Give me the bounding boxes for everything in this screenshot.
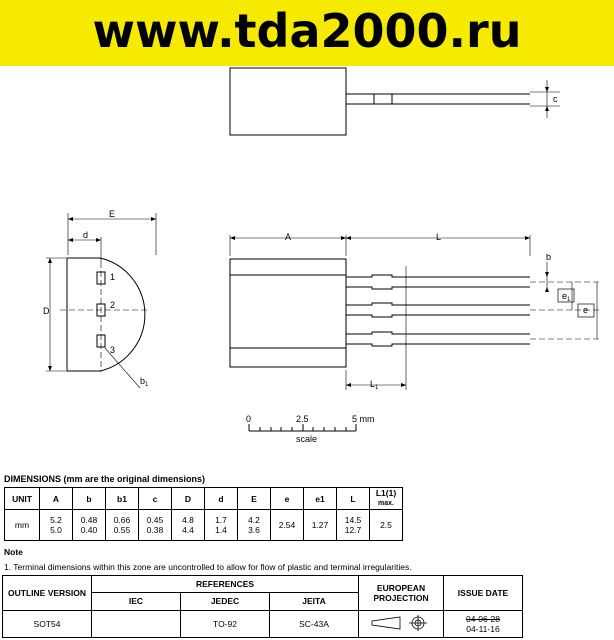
- scale-end: 5 mm: [352, 414, 375, 424]
- cell-c: 0.45 0.38: [139, 510, 172, 541]
- cell-E: 4.2 3.6: [238, 510, 271, 541]
- site-banner: [0, 0, 614, 66]
- label-e: e: [583, 305, 589, 315]
- issue-date-old: 04-06-28: [465, 614, 501, 624]
- label-c: c: [553, 94, 558, 104]
- cell-D: 4.8 4.4: [172, 510, 205, 541]
- header-e1: e1: [304, 488, 337, 510]
- note-text: 1. Terminal dimensions within this zone are uncontrolled to allow for flow of plastic and terminal irregularities.: [4, 562, 412, 572]
- label-b1: $b_1$: [140, 376, 149, 388]
- cell-b1: 0.66 0.55: [106, 510, 139, 541]
- header-d: d: [205, 488, 238, 510]
- pin-1-label: 1: [110, 272, 116, 282]
- header-L: L: [337, 488, 370, 510]
- jedec-value: TO-92: [181, 611, 270, 638]
- scale-mid: 2.5: [296, 414, 309, 424]
- header-D: D: [172, 488, 205, 510]
- cell-L1: 2.5: [370, 510, 403, 541]
- label-b: b: [546, 252, 552, 262]
- label-d: d: [83, 230, 89, 240]
- label-L: L: [436, 232, 442, 242]
- iec-header: IEC: [92, 592, 181, 610]
- projection-header: EUROPEAN PROJECTION: [359, 576, 444, 611]
- label-e1: $e_1$: [562, 291, 571, 303]
- pin-2-label: 2: [110, 300, 116, 310]
- cell-L: 14.5 12.7: [337, 510, 370, 541]
- references-header: REFERENCES: [92, 576, 359, 593]
- issue-date-value: [444, 611, 523, 638]
- cell-A: 5.2 5.0: [40, 510, 73, 541]
- pin-3-label: 3: [110, 345, 116, 355]
- dimensions-title: DIMENSIONS (mm are the original dimensions): [4, 474, 206, 484]
- table-row: [5, 510, 403, 541]
- header-e: e: [271, 488, 304, 510]
- header-L1: L1(1) max.: [370, 488, 403, 510]
- header-unit: UNIT: [5, 488, 40, 510]
- package-outline-drawing: [0, 66, 614, 471]
- jeita-header: JEITA: [270, 592, 359, 610]
- references-table: [2, 575, 523, 638]
- outline-version-value: SOT54: [3, 611, 92, 638]
- note-title: Note: [4, 547, 23, 557]
- first-angle-projection-icon: [366, 613, 436, 633]
- header-E: E: [238, 488, 271, 510]
- jedec-header: JEDEC: [181, 592, 270, 610]
- issue-date-new: 04-11-16: [466, 624, 500, 634]
- site-url: www.tda2000.ru: [92, 4, 522, 58]
- issue-date-header: ISSUE DATE: [444, 576, 523, 611]
- jeita-value: SC-43A: [270, 611, 359, 638]
- cell-b: 0.48 0.40: [73, 510, 106, 541]
- label-A: A: [285, 232, 292, 242]
- header-c: c: [139, 488, 172, 510]
- outline-version-header: OUTLINE VERSION: [3, 576, 92, 611]
- cell-e: 2.54: [271, 510, 304, 541]
- projection-symbol: [359, 611, 444, 638]
- table-header-row: [5, 488, 403, 510]
- label-E: E: [109, 209, 116, 219]
- label-L1: $L_1$: [370, 379, 379, 391]
- iec-value: [92, 611, 181, 638]
- header-b1: b1: [106, 488, 139, 510]
- cell-d: 1.7 1.4: [205, 510, 238, 541]
- scale-label: scale: [296, 434, 318, 444]
- scale-zero: 0: [246, 414, 252, 424]
- label-D: D: [43, 306, 50, 316]
- header-b: b: [73, 488, 106, 510]
- unit-cell: mm: [5, 510, 40, 541]
- header-A: A: [40, 488, 73, 510]
- cell-e1: 1.27: [304, 510, 337, 541]
- dimensions-table: [4, 487, 403, 541]
